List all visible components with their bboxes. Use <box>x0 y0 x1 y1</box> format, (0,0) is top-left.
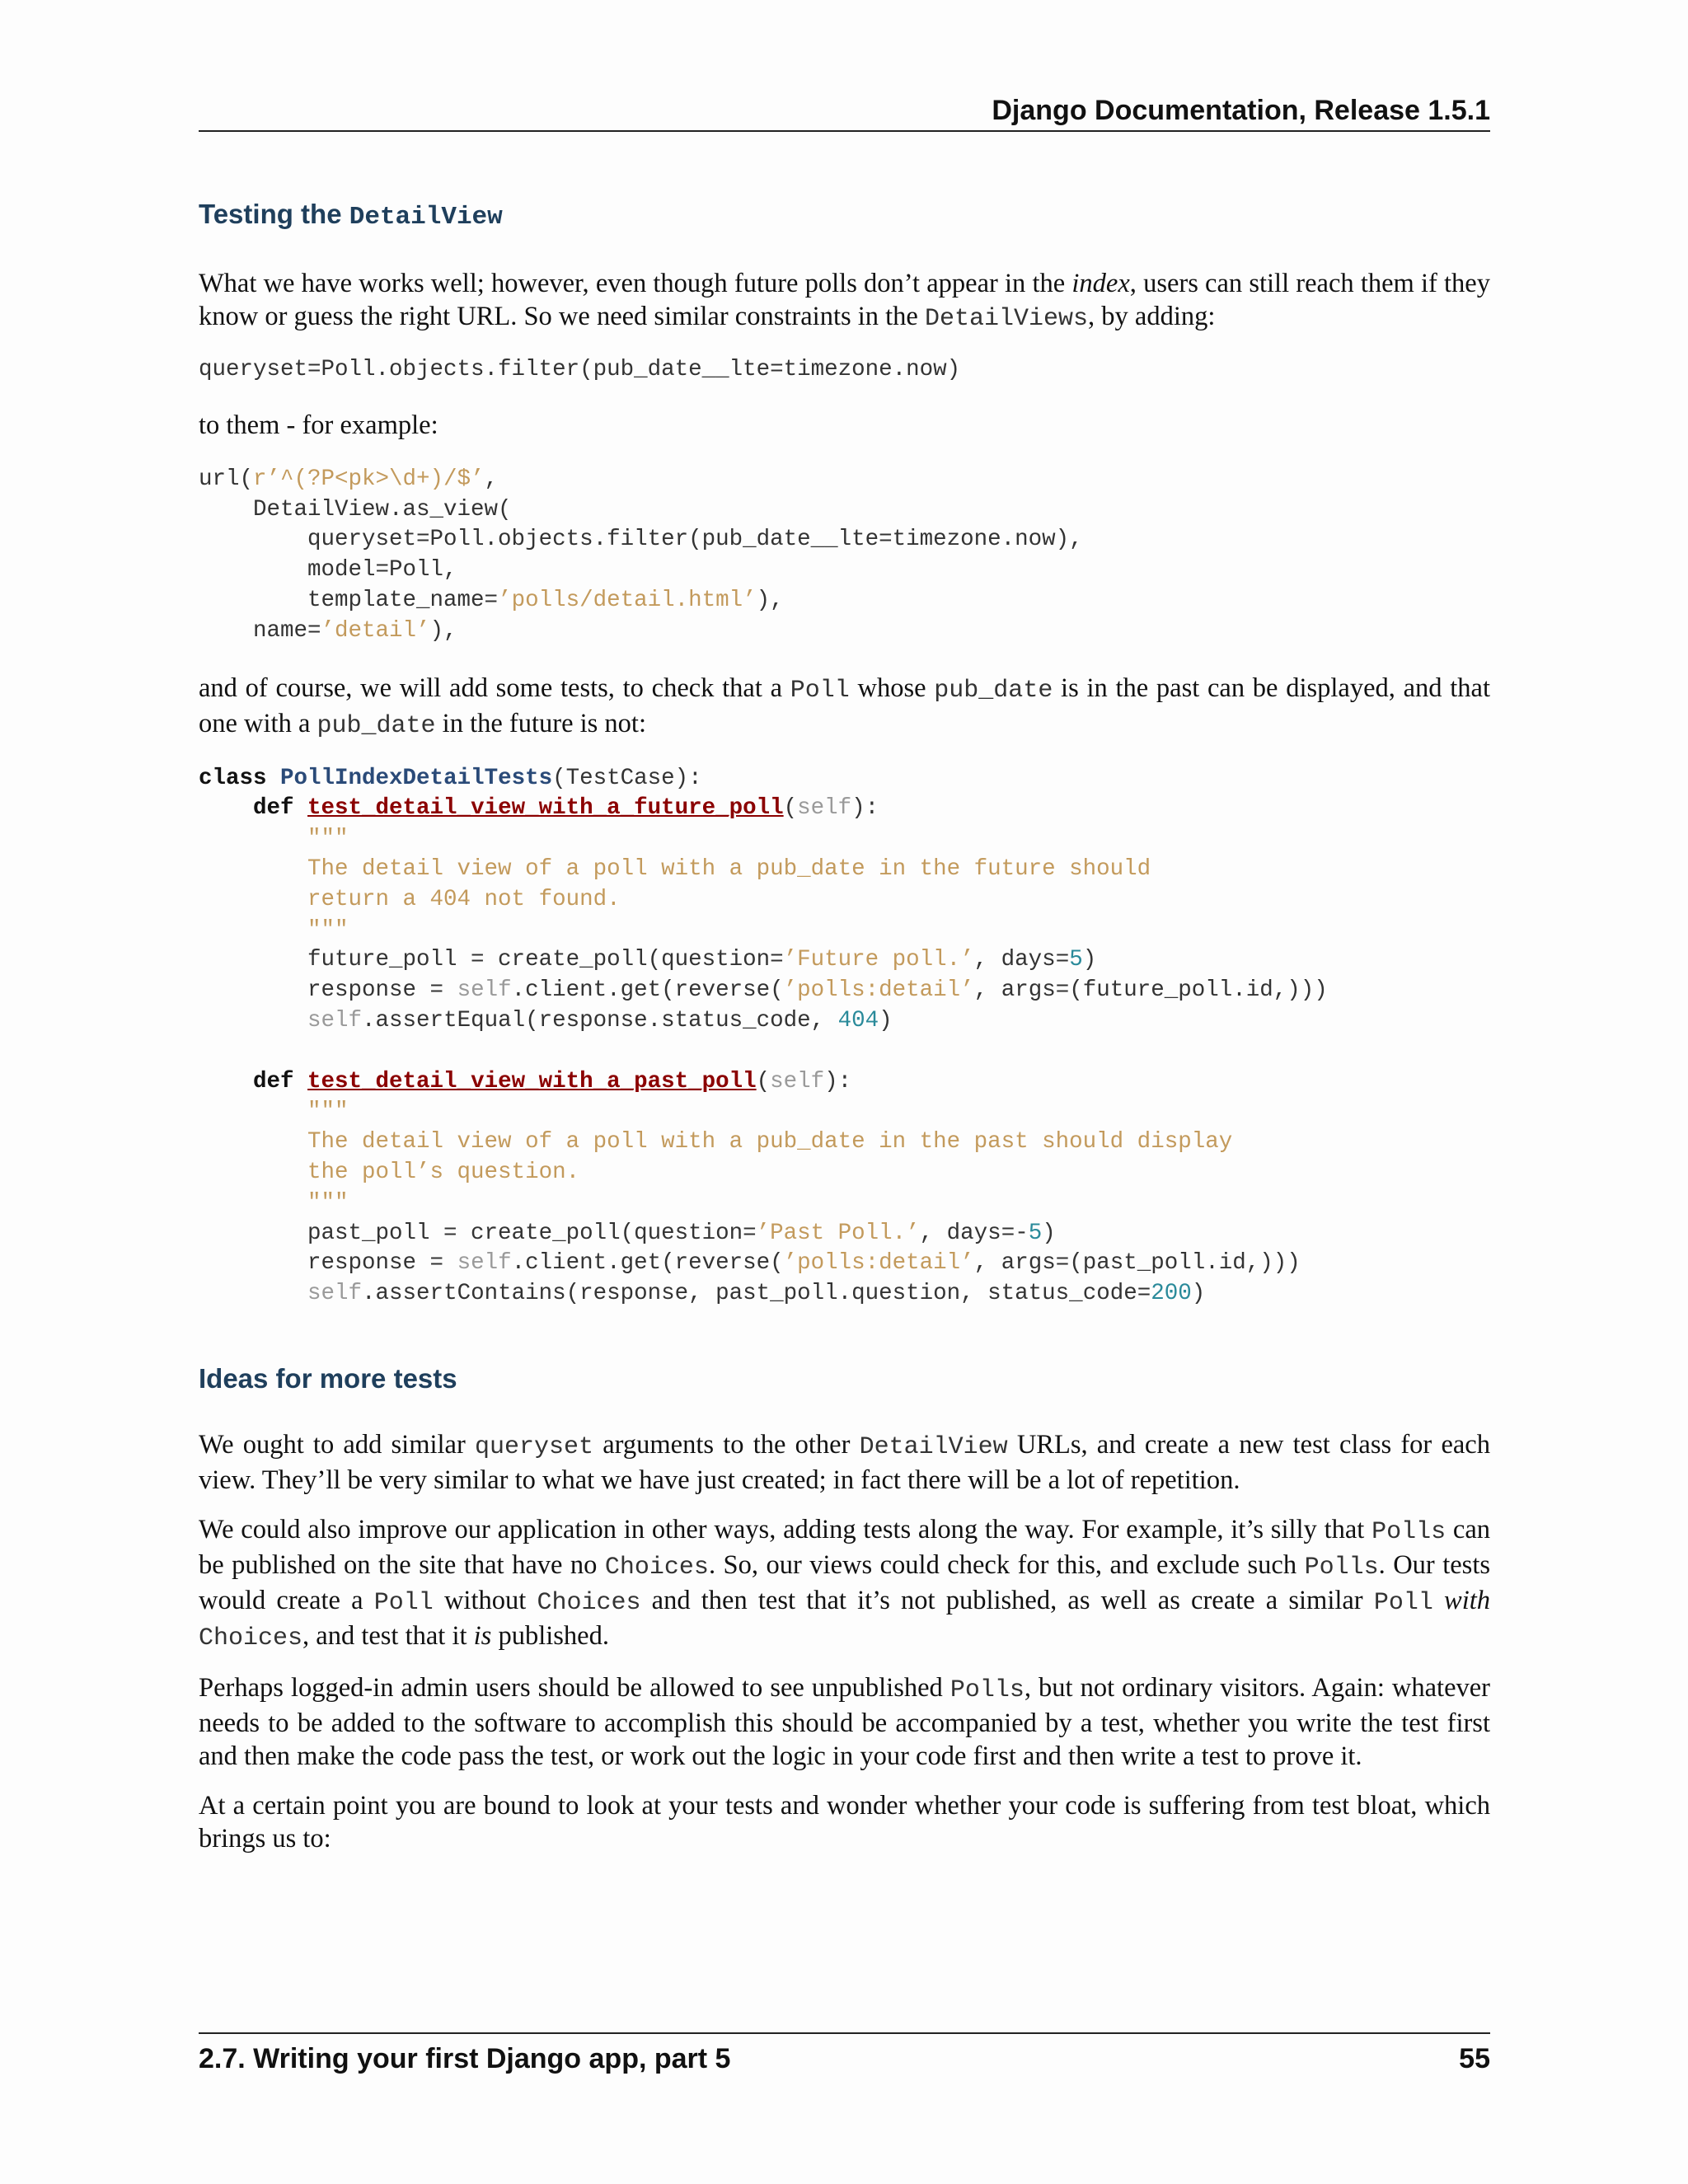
inline-code: DetailView <box>859 1432 1008 1461</box>
text: , by adding: <box>1088 302 1216 331</box>
text: What we have works well; however, even though future polls don’t appear in the <box>199 269 1072 298</box>
paragraph: We ought to add similar queryset arguments to the other DetailView URLs, and create a new test class for each view. They’ll be very similar to what we have just created; in fact there will be a lot of repetition. <box>199 1429 1490 1495</box>
running-header: Django Documentation, Release 1.5.1 <box>992 95 1490 126</box>
emphasis: index <box>1071 269 1130 298</box>
section-heading-testing-detailview <box>199 196 1490 236</box>
paragraph <box>199 267 1490 335</box>
running-footer <box>199 2041 1490 2077</box>
inline-code: Poll <box>790 676 850 705</box>
paragraph: to them - for example: <box>199 410 438 440</box>
footer-rule <box>199 2032 1490 2034</box>
heading-code: DetailView <box>349 203 503 232</box>
inline-code: DetailViews <box>924 305 1089 333</box>
inline-code: queryset <box>475 1432 594 1461</box>
paragraph: Perhaps logged-in admin users should be allowed to see unpublished Polls, but not ordinary visitors. Again: whatever needs to be added to the software to accomplish this should be accompanied by a test, whether you write the test first and then make the code pass the test, or work out the logic in your code first and then write a test to prove it. <box>199 1672 1490 1771</box>
code-block-url: url(r’^(?P<pk>\d+)/$’, DetailView.as_view( queryset=Poll.objects.filter(pub_date__lte=timezone.now), model=Poll, template_name=’polls/detail.html’), name=’detail’), <box>199 466 1083 644</box>
page-content <box>199 196 1490 1855</box>
code-block-queryset <box>199 355 1490 386</box>
inline-code: pub_date <box>934 676 1053 705</box>
paragraph: At a certain point you are bound to look at your tests and wonder whether your code is suffering from test bloat, which brings us to: <box>199 1790 1490 1854</box>
section-heading-ideas: Ideas for more tests <box>199 1362 457 1394</box>
inline-code: pub_date <box>316 711 436 740</box>
paragraph: We could also improve our application in other ways, adding tests along the way. For example, it’s silly that Polls can be published on the site that have no Choices. So, our views could check for this, and exclude such Polls. Our tests would create a Poll without Choices and then test that it’s not published, as well as create a similar Poll with Choices, and test that it is published. <box>199 1514 1491 1652</box>
code-line: queryset=Poll.objects.filter(pub_date__lte=timezone.now) <box>199 357 961 382</box>
heading-text: Testing the <box>199 199 349 229</box>
footer-section-title: 2.7. Writing your first Django app, part 5 <box>199 2043 731 2074</box>
text: , users can still reach them if they know or guess the right URL. So we need similar constraints in the <box>199 269 1490 331</box>
paragraph: and of course, we will add some tests, to check that a Poll whose pub_date is in the past can be displayed, and that one with a pub_date in the future is not: <box>199 673 1491 740</box>
page-number: 55 <box>1459 2043 1490 2074</box>
header-rule <box>199 130 1490 132</box>
code-block-tests: class PollIndexDetailTests(TestCase): def test_detail_view_with_a_future_poll(self): """ The detail view of a poll with a pub_date in the future should return a 404 not found. """ future_poll = create_poll(question=’Future poll.’, days=5) response = self.client.get(reverse(’polls:detail’, args=(future_poll.id,))) self.assertEqual(response.status_code, 404) def test_detail_view_with_a_past_poll(self): """ The detail view of a poll with a pub_date in the past should display the poll’s question. """ past_poll = create_poll(question=’Past Poll.’, days=-5) response = self.client.get(reverse(’polls:detail’, args=(past_poll.id,))) self.assertContains(response, past_poll.question, status_code=200) <box>199 765 1328 1307</box>
inline-code: Polls <box>950 1675 1025 1704</box>
